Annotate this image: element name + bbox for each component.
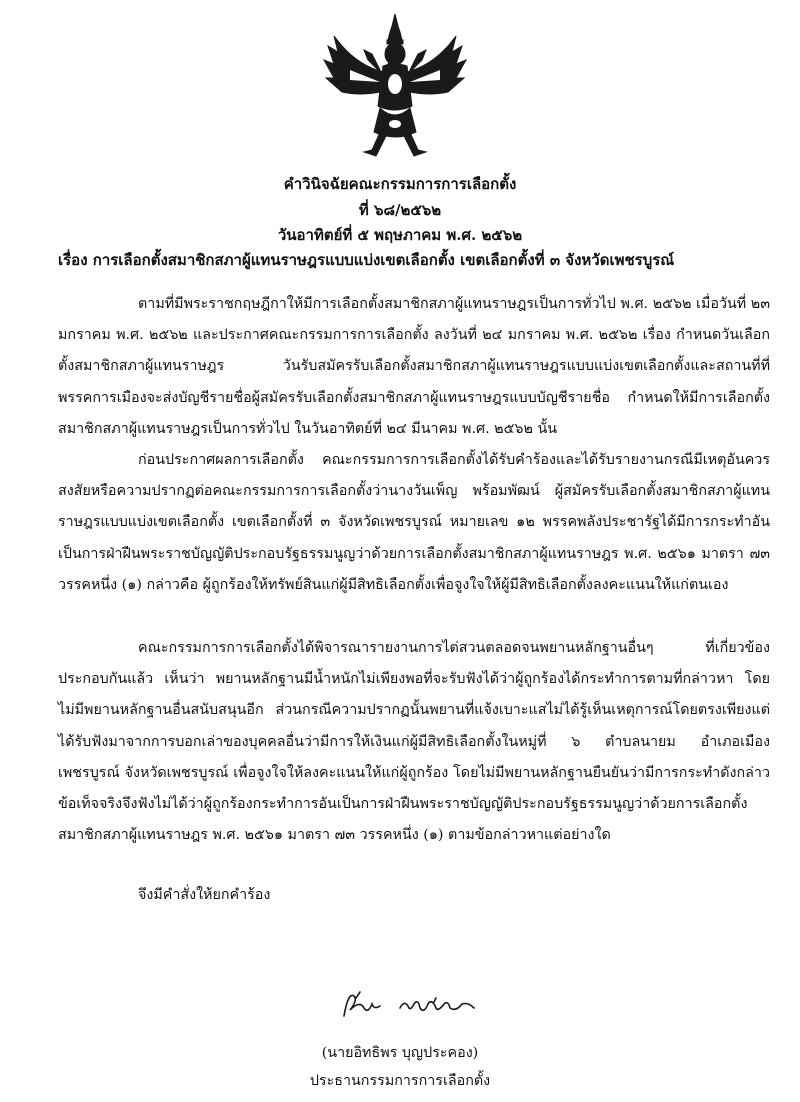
- signer-name: (นายอิทธิพร บุญประคอง): [321, 1045, 479, 1061]
- paragraph-text: คณะกรรมการการเลือกตั้งได้พิจารณารายงานการไต่สวนตลอดจนพยานหลักฐานอื่นๆ ที่เกี่ยวข้องประกอบกันแล้ว เห็นว่า พยานหลักฐานมีน้ำหนักไม่เพียงพอที่จะรับฟังได้ว่าผู้ถูกร้องได้กระทำการตามที่กล่าวหา โดยไม่มีพยานหลักฐานอื่นสนับสนุนอีก ส่วนกรณีความปรากฏนั้นพยานที่แจ้งเบาะแสไม่ได้รู้เห็นเหตุการณ์โดยตรงเพียงแต่ได้รับฟังมาจากการบอกเล่าของบุคคลอื่นว่ามีการให้เงินแก่ผู้มีสิทธิเลือกตั้งในหมู่ที่ ๖ ตำบลนายม อำเภอเมืองเพชรบูรณ์ จังหวัดเพชรบูรณ์ เพื่อจูงใจให้ลงคะแนนให้แก่ผู้ถูกร้อง โดยไม่มีพยานหลักฐานยืนยันว่ามีการกระทำดังกล่าว ข้อเท็จจริงจึงฟังไม่ได้ว่าผู้ถูกร้องกระทำการอันเป็นการฝ่าฝืนพระราชบัญญัติประกอบรัฐธรรมนูญว่าด้วยการเลือกตั้งสมาชิกสภาผู้แทนราษฎร พ.ศ. ๒๕๖๑ มาตรา ๗๓ วรรคหนึ่ง (๑) ตามข้อกล่าวหาแต่อย่างใด: [58, 640, 770, 844]
- decision-title: คำวินิจฉัยคณะกรรมการการเลือกตั้ง: [283, 175, 517, 193]
- decision-subject: เรื่อง การเลือกตั้งสมาชิกสภาผู้แทนราษฎรแบบแบ่งเขตเลือกตั้ง เขตเลือกตั้งที่ ๓ จังหวัดเพชรบูรณ์: [58, 251, 675, 269]
- body-paragraph-1: [58, 289, 770, 445]
- closing-order: จึงมีคำสั่งให้ยกคำร้อง: [138, 887, 271, 903]
- signature: [338, 986, 488, 1026]
- body-paragraph-3: [58, 633, 770, 851]
- signer-position: ประธานกรรมการการเลือกตั้ง: [309, 1073, 491, 1089]
- decision-date: วันอาทิตย์ที่ ๕ พฤษภาคม พ.ศ. ๒๕๖๒: [277, 226, 523, 244]
- garuda-emblem: [320, 10, 470, 162]
- decision-number: ที่ ๖๘/๒๕๖๒: [358, 201, 442, 219]
- paragraph-text: ตามที่มีพระราชกฤษฎีกาให้มีการเลือกตั้งสมาชิกสภาผู้แทนราษฎรเป็นการทั่วไป พ.ศ. ๒๕๖๒ เมื่อวันที่ ๒๓ มกราคม พ.ศ. ๒๕๖๒ และประกาศคณะกรรมการการเลือกตั้ง ลงวันที่ ๒๔ มกราคม พ.ศ. ๒๕๖๒ เรื่อง กำหนดวันเลือกตั้งสมาชิกสภาผู้แทนราษฎร วันรับสมัครรับเลือกตั้งสมาชิกสภาผู้แทนราษฎรแบบแบ่งเขตเลือกตั้งและสถานที่ที่พรรคการเมืองจะส่งบัญชีรายชื่อผู้สมัครรับเลือกตั้งสมาชิกสภาผู้แทนราษฎรแบบบัญชีรายชื่อ กำหนดให้มีการเลือกตั้งสมาชิกสภาผู้แทนราษฎรเป็นการทั่วไป ในวันอาทิตย์ที่ ๒๔ มีนาคม พ.ศ. ๒๕๖๒ นั้น: [58, 296, 770, 437]
- paragraph-text: ก่อนประกาศผลการเลือกตั้ง คณะกรรมการการเลือกตั้งได้รับคำร้องและได้รับรายงานกรณีมีเหตุอันควรสงสัยหรือความปรากฏต่อคณะกรรมการการเลือกตั้งว่านางวันเพ็ญ พร้อมพัฒน์ ผู้สมัครรับเลือกตั้งสมาชิกสภาผู้แทนราษฎรแบบแบ่งเขตเลือกตั้ง เขตเลือกตั้งที่ ๓ จังหวัดเพชรบูรณ์ หมายเลข ๑๒ พรรคพลังประชารัฐได้มีการกระทำอันเป็นการฝ่าฝืนพระราชบัญญัติประกอบรัฐธรรมนูญว่าด้วยการเลือกตั้งสมาชิกสภาผู้แทนราษฎร พ.ศ. ๒๕๖๑ มาตรา ๗๓ วรรคหนึ่ง (๑) กล่าวคือ ผู้ถูกร้องให้ทรัพย์สินแก่ผู้มีสิทธิเลือกตั้งเพื่อจูงใจให้ผู้มีสิทธิเลือกตั้งลงคะแนนให้แก่ตนเอง: [58, 452, 770, 593]
- body-paragraph-2: [58, 445, 770, 601]
